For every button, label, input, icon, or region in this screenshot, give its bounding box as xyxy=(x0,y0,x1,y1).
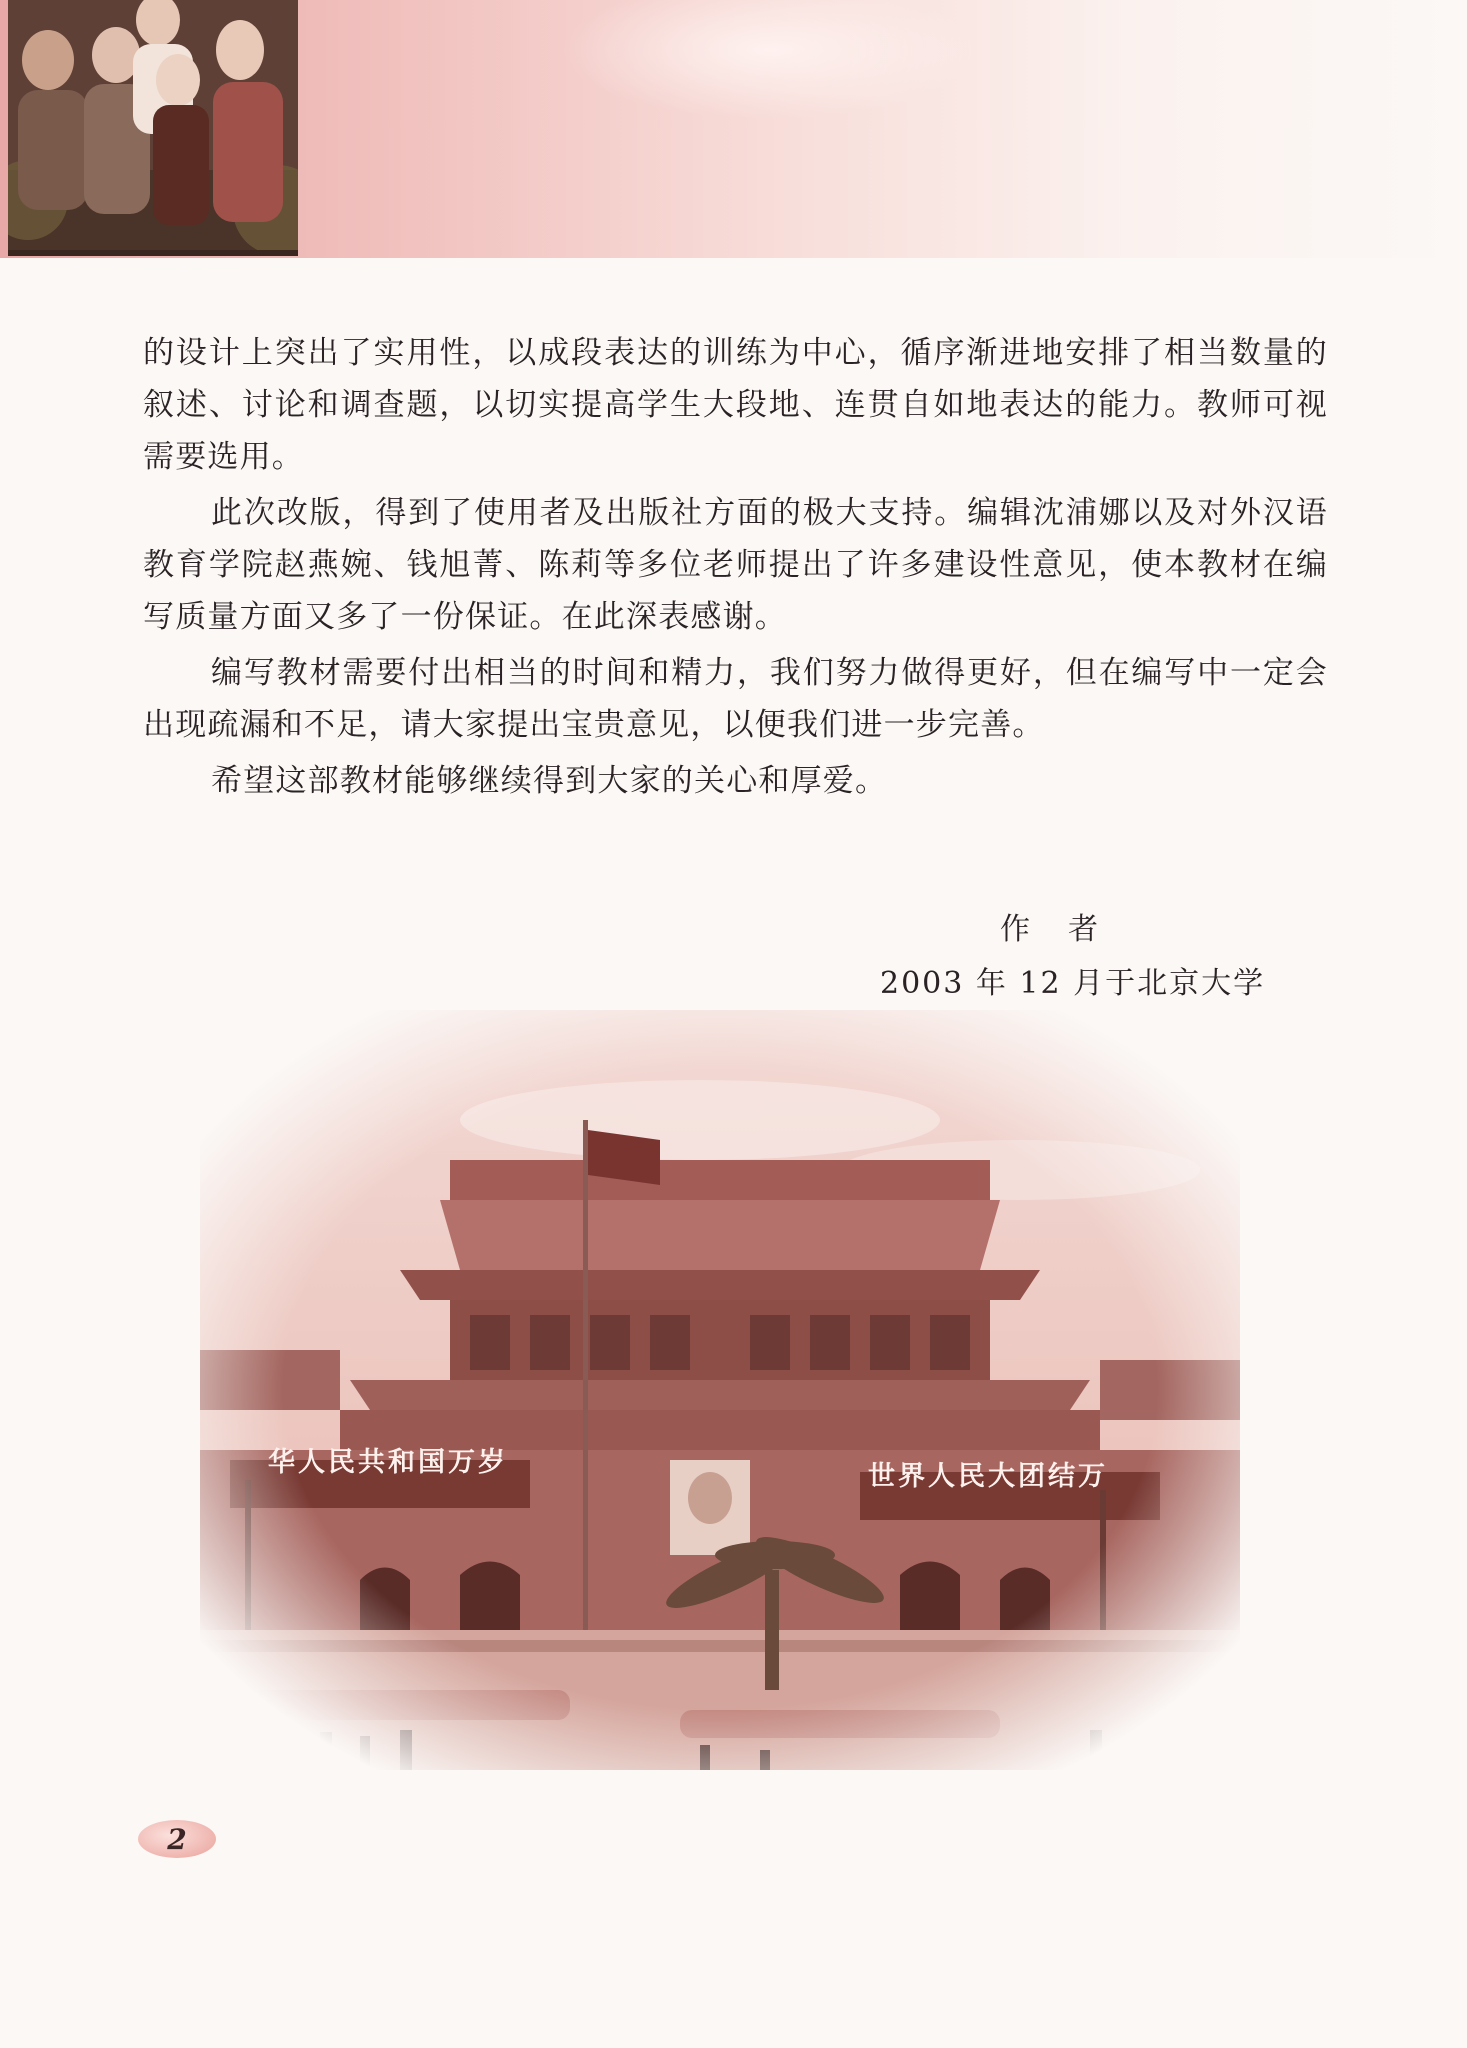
signature-date: 2003 年 12 月于北京大学 xyxy=(880,966,1266,1001)
page-number: 2 xyxy=(138,1820,216,1858)
paragraph-3: 编写教材需要付出相当的时间和精力，我们努力做得更好，但在编写中一定会出现疏漏和不足，请大家提出宝贵意见，以便我们进一步完善。 xyxy=(143,655,1328,743)
banner-glow xyxy=(560,0,980,120)
wall-banner-left: 华人民共和国万岁 xyxy=(268,1447,508,1478)
paragraph-1: 的设计上突出了实用性，以成段表达的训练为中心，循序渐进地安排了相当数量的叙述、讨论和调查题，以切实提高学生大段地、连贯自如地表达的能力。教师可视需要选用。 xyxy=(143,335,1328,475)
author-signature: 作者 xyxy=(1000,912,1136,947)
body-text xyxy=(143,327,1328,811)
paragraph-4: 希望这部教材能够继续得到大家的关心和厚爱。 xyxy=(211,763,888,799)
wall-banner-right: 世界人民大团结万 xyxy=(868,1461,1108,1492)
tiananmen-photo xyxy=(200,1010,1240,1770)
paragraph-2: 此次改版，得到了使用者及出版社方面的极大支持。编辑沈浦娜以及对外汉语教育学院赵燕婉、钱旭菁、陈莉等多位老师提出了许多建设性意见，使本教材在编写质量方面又多了一份保证。在此深表感谢。 xyxy=(143,495,1328,635)
family-photo xyxy=(8,0,298,256)
top-banner xyxy=(0,0,1467,258)
